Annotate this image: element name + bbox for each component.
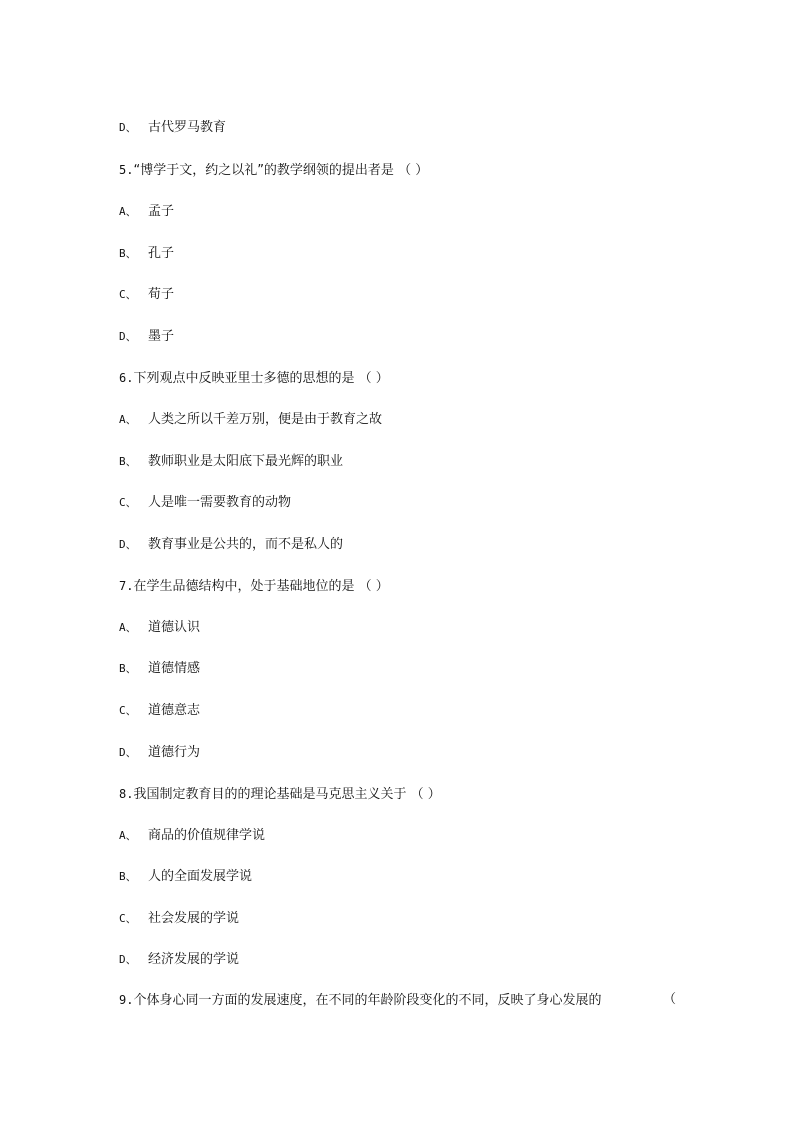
- option-letter: D、: [119, 538, 137, 551]
- option-text: 古代罗马教育: [148, 120, 227, 135]
- option-q5-a: [119, 204, 174, 220]
- option-q7-b: [119, 661, 200, 677]
- option-letter: B、: [119, 247, 137, 260]
- option-letter: A、: [119, 621, 137, 634]
- option-text: 商品的价值规律学说: [148, 828, 266, 843]
- option-q6-b: [119, 454, 343, 470]
- question-number: 5.: [119, 163, 134, 177]
- question-9: [119, 992, 601, 1009]
- question-number: 9.: [119, 993, 134, 1007]
- option-letter: B、: [119, 662, 137, 675]
- option-text: 道德认识: [148, 620, 201, 635]
- question-text: 个体身心同一方面的发展速度，在不同的年龄阶段变化的不同，反映了身心发展的: [133, 993, 602, 1008]
- option-text: 社会发展的学说: [148, 911, 240, 926]
- question-number: 7.: [119, 579, 134, 593]
- option-q6-d: [119, 537, 343, 553]
- option-q8-d: [119, 952, 239, 968]
- option-letter: A、: [119, 829, 137, 842]
- option-letter: D、: [119, 121, 137, 134]
- option-letter: C、: [119, 288, 137, 301]
- option-letter: A、: [119, 413, 137, 426]
- option-letter: C、: [119, 496, 137, 509]
- option-text: 荀子: [148, 287, 175, 302]
- question-text: 我国制定教育目的的理论基础是马克思主义关于: [133, 787, 407, 802]
- option-q8-a: [119, 828, 265, 844]
- option-text: 孟子: [148, 204, 175, 219]
- option-text: 教师职业是太阳底下最光辉的职业: [148, 454, 344, 469]
- option-q6-c: [119, 495, 291, 511]
- question-number: 6.: [119, 371, 134, 385]
- answer-blank: （: [663, 992, 677, 1007]
- option-q7-a: [119, 620, 200, 636]
- question-5: [119, 162, 428, 179]
- question-8: [119, 786, 441, 803]
- option-q8-c: [119, 911, 239, 927]
- question-text: “博学于文，约之以礼”的教学纲领的提出者是: [133, 163, 394, 178]
- option-letter: D、: [119, 746, 137, 759]
- option-q5-c: [119, 287, 174, 303]
- option-text: 墨子: [148, 329, 175, 344]
- question-number: 8.: [119, 787, 134, 801]
- option-text: 人类之所以千差万别，便是由于教育之故: [148, 412, 383, 427]
- option-text: 道德情感: [148, 661, 201, 676]
- option-q7-c: [119, 703, 200, 719]
- option-text: 孔子: [148, 246, 175, 261]
- option-letter: B、: [119, 455, 137, 468]
- option-q6-a: [119, 412, 382, 428]
- option-q5-d: [119, 329, 174, 345]
- question-text: 在学生品德结构中，处于基础地位的是: [133, 579, 355, 594]
- option-letter: D、: [119, 330, 137, 343]
- answer-blank: （ ）: [358, 579, 389, 594]
- option-text: 人的全面发展学说: [148, 869, 253, 884]
- answer-blank: （ ）: [410, 787, 441, 802]
- option-text: 人是唯一需要教育的动物: [148, 495, 292, 510]
- option-q8-b: [119, 869, 252, 885]
- question-7: [119, 578, 389, 595]
- option-letter: D、: [119, 953, 137, 966]
- option-letter: B、: [119, 870, 137, 883]
- option-text: 教育事业是公共的，而不是私人的: [148, 537, 344, 552]
- option-text: 经济发展的学说: [148, 952, 240, 967]
- option-letter: C、: [119, 704, 137, 717]
- option-q7-d: [119, 745, 200, 761]
- option-text: 道德意志: [148, 703, 201, 718]
- option-text: 道德行为: [148, 745, 201, 760]
- option-letter: C、: [119, 912, 137, 925]
- question-6: [119, 370, 389, 387]
- answer-blank: （ ）: [398, 163, 429, 178]
- option-letter: A、: [119, 205, 137, 218]
- option-q5-b: [119, 246, 174, 262]
- question-text: 下列观点中反映亚里士多德的思想的是: [133, 371, 355, 386]
- option-q4-d: [119, 120, 226, 136]
- answer-blank: （ ）: [358, 371, 389, 386]
